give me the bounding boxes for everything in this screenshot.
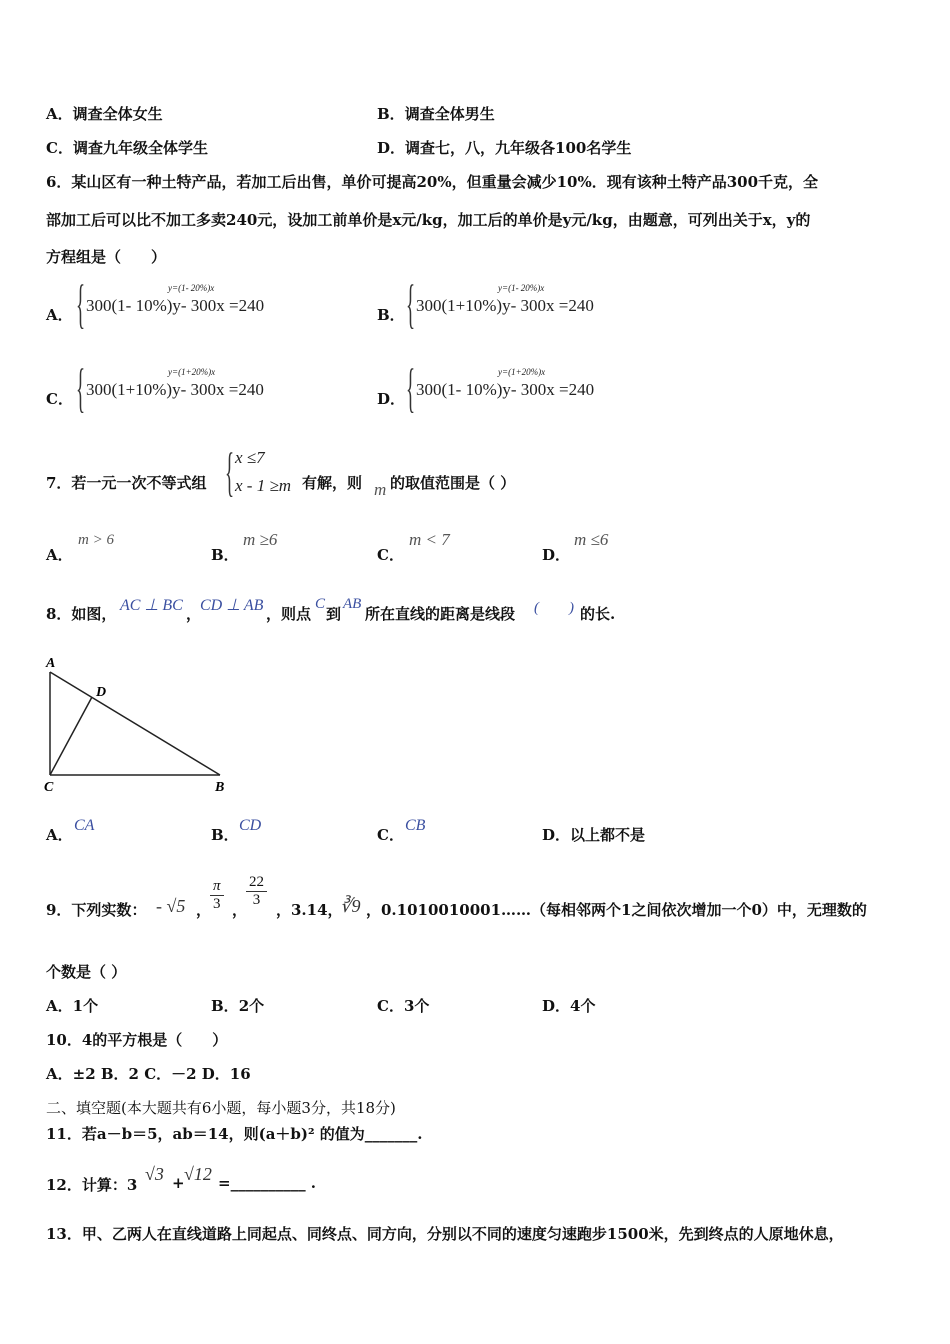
q8-option-a-text: CA	[74, 817, 95, 834]
q11-stem: 11．若a－b＝5，ab＝14，则(a＋b)² 的值为_______.	[46, 1125, 423, 1143]
q6-option-c-letter: C．	[46, 390, 73, 408]
q7-option-a-expr: m > 6	[78, 532, 114, 548]
q7-prefix: 7．若一元一次不等式组	[46, 474, 207, 492]
q6-option-d-bottom: 300(1- 10%)y- 300x =240	[416, 380, 595, 399]
q10-options: A．±2 B．2 C．－2 D．16	[46, 1065, 251, 1083]
q9-comma-3: ，3.14，	[276, 901, 343, 919]
q9-comma-2: ，	[232, 901, 248, 919]
q8-paren: ( )	[534, 600, 574, 616]
q12-sqrt3: √3	[145, 1164, 164, 1184]
q8-comma: ，	[186, 605, 202, 623]
q9-option-a: A．1个	[46, 997, 99, 1015]
q9-option-d: D．4个	[542, 997, 596, 1015]
q9-option-b: B．2个	[211, 997, 265, 1015]
q6-option-d-letter: D．	[377, 390, 406, 408]
q6-option-b-top: y=(1- 20%)x	[498, 283, 545, 293]
q6-option-b-letter: B．	[377, 306, 405, 324]
q5-option-b: B．调查全体男生	[377, 105, 495, 123]
q12-suffix: =__________ .	[218, 1174, 317, 1192]
q8-option-a-letter: A．	[46, 826, 73, 844]
q9-neg-sqrt5: - √5	[156, 896, 186, 916]
q8-option-b-letter: B．	[211, 826, 239, 844]
q6-option-a-bottom: 300(1- 10%)y- 300x =240	[86, 296, 265, 315]
q8-option-b-text: CD	[239, 817, 262, 834]
q7-option-b-letter: B．	[211, 546, 239, 564]
brace-icon: {	[76, 358, 86, 418]
q5-option-a: A．调查全体女生	[46, 105, 163, 123]
triangle-figure	[40, 652, 240, 797]
q7-option-d-letter: D．	[542, 546, 571, 564]
q7-system-top: x ≤7	[235, 448, 265, 467]
q6-stem-line3: 方程组是（ ）	[46, 248, 167, 266]
q6-option-d-top: y=(1+20%)x	[498, 367, 546, 377]
brace-icon: {	[406, 358, 416, 418]
q8-text-2: 到	[326, 605, 342, 623]
q7-var: m	[374, 480, 387, 499]
q12-plus: +	[172, 1174, 185, 1192]
q8-option-c-letter: C．	[377, 826, 404, 844]
q8-point-c: C	[315, 596, 326, 612]
q8-segment-ab: AB	[343, 596, 362, 612]
q7-suffix: 的取值范围是（ ）	[390, 474, 516, 492]
q8-prefix: 8．如图，	[46, 605, 117, 623]
section-2-heading: 二、填空题(本大题共有6小题，每小题3分，共18分)	[46, 1099, 396, 1117]
q9-line2: 个数是（ ）	[46, 963, 127, 981]
segment-cd	[50, 697, 92, 775]
q6-stem-line1: 6．某山区有一种土特产品，若加工后出售，单价可提高20%，但重量会减少10%．现有该种土特产品300千克，全	[46, 173, 819, 191]
q9-prefix: 9．下列实数：	[46, 901, 147, 919]
label-d: D	[96, 685, 107, 700]
brace-icon: {	[76, 274, 86, 334]
q6-option-c-bottom: 300(1+10%)y- 300x =240	[86, 380, 264, 399]
q8-text-3: 所在直线的距离是线段	[365, 605, 516, 623]
brace-icon: {	[225, 442, 235, 502]
q10-stem: 10．4的平方根是（ ）	[46, 1031, 228, 1049]
brace-icon: {	[406, 274, 416, 334]
q9-pi-over-3: $\frac{\pi}{3}$	[210, 878, 224, 913]
q7-option-c-letter: C．	[377, 546, 404, 564]
q7-mid: 有解，则	[302, 474, 363, 492]
q7-option-b-expr: m ≥6	[243, 530, 278, 549]
q5-option-c: C．调查九年级全体学生	[46, 139, 208, 157]
q5-option-d: D．调查七，八，九年级各100名学生	[377, 139, 632, 157]
q8-option-c-text: CB	[405, 817, 426, 834]
q8-condition-2: CD ⊥ AB	[200, 597, 264, 614]
label-c: C	[44, 780, 54, 795]
q9-22-over-3: $\frac{22}{3}$	[246, 874, 267, 909]
q12-sqrt12: √12	[184, 1164, 212, 1184]
label-a: A	[46, 656, 56, 671]
q8-text-1: ，则点	[266, 605, 312, 623]
q7-option-c-expr: m < 7	[409, 530, 450, 549]
q8-option-d: D．以上都不是	[542, 826, 646, 844]
q9-cbrt9: ∛9	[340, 896, 361, 916]
q9-option-c: C．3个	[377, 997, 430, 1015]
q9-comma-1: ，	[196, 901, 212, 919]
q12-prefix: 12．计算：3	[46, 1176, 138, 1194]
q8-text-4: 的长.	[580, 605, 616, 623]
q6-option-b-bottom: 300(1+10%)y- 300x =240	[416, 296, 594, 315]
segment-ab	[50, 672, 220, 775]
q6-option-a-top: y=(1- 20%)x	[168, 283, 215, 293]
q7-option-a-letter: A．	[46, 546, 73, 564]
q9-rest: ，0.1010010001……（每相邻两个1之间依次增加一个0）中，无理数的	[366, 901, 867, 919]
q13-stem: 13．甲、乙两人在直线道路上同起点、同终点、同方向，分别以不同的速度匀速跑步1500米，先到终点的人原地休息，	[46, 1225, 844, 1243]
q6-option-a-letter: A．	[46, 306, 73, 324]
q7-system-bottom: x - 1 ≥m	[235, 476, 292, 495]
q6-option-c-top: y=(1+20%)x	[168, 367, 216, 377]
q7-option-d-expr: m ≤6	[574, 530, 609, 549]
q6-stem-line2: 部加工后可以比不加工多卖240元，设加工前单价是x元/kg，加工后的单价是y元/kg，由题意，可列出关于x，y的	[46, 211, 811, 229]
q8-condition-1: AC ⊥ BC	[120, 597, 183, 614]
label-b: B	[215, 780, 225, 795]
